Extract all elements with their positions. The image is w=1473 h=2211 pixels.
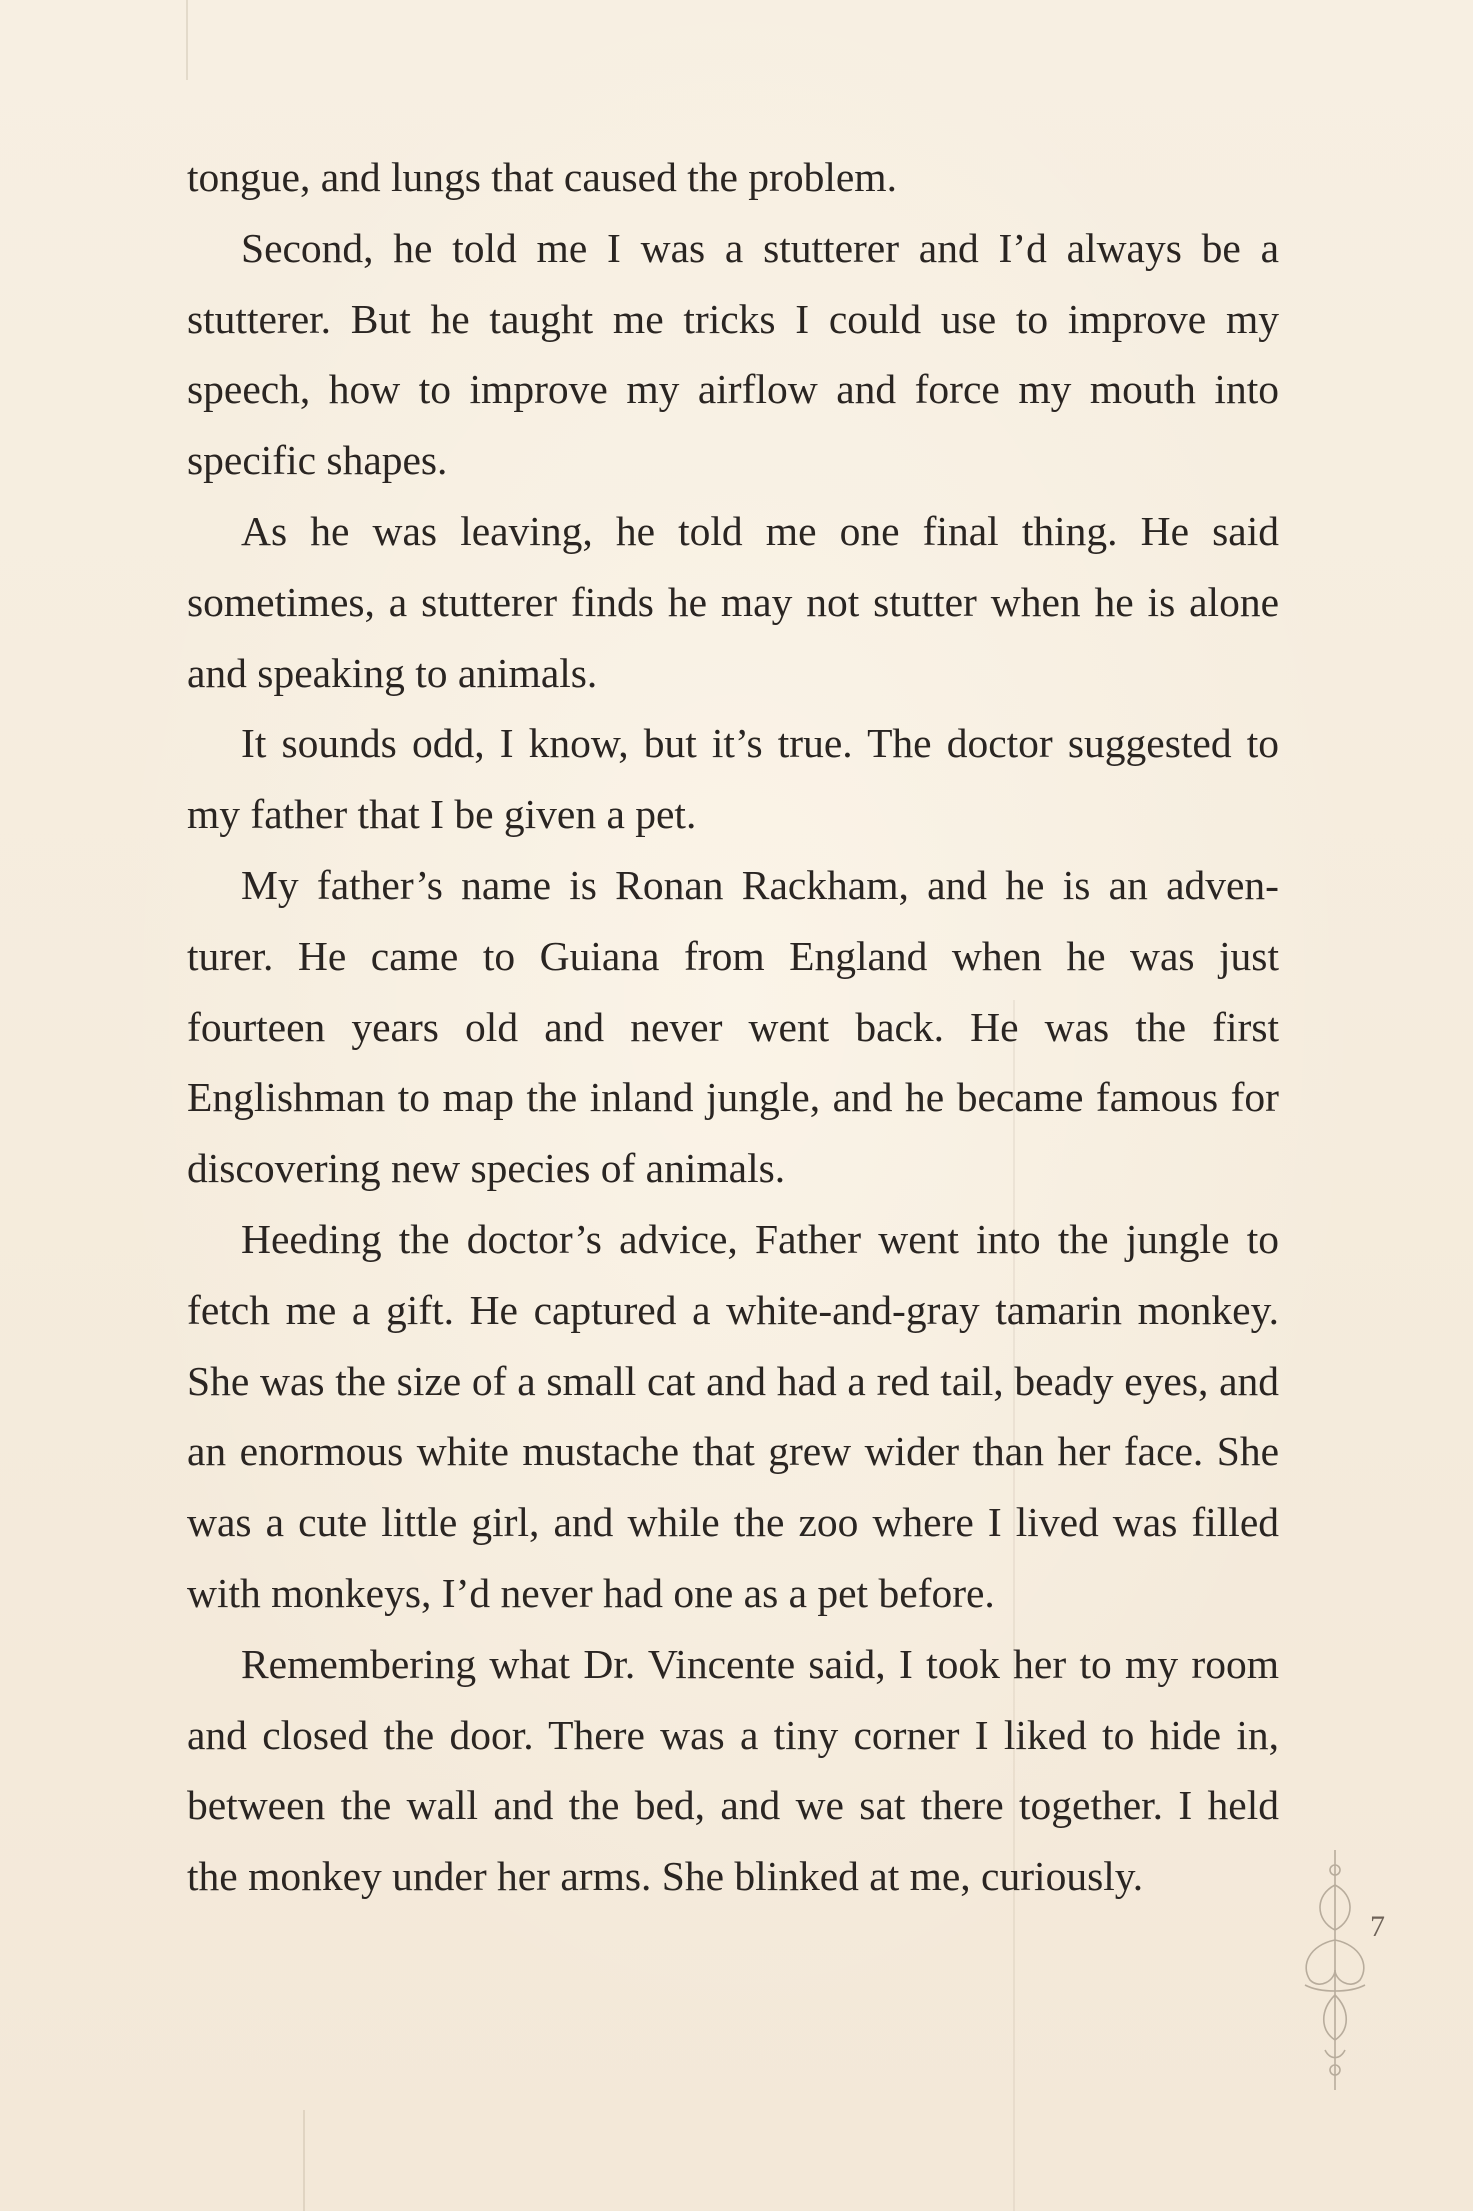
paragraph-4: It sounds odd, I know, but it’s true. The doctor suggested to my father that I be given a pet. (187, 720, 1279, 838)
page-crease-bottom (303, 2110, 305, 2211)
paragraph-2: Second, he told me I was a stutterer and I’d always be a stutterer. But he taught me tricks I could use to improve my speech, how to improve my airflow and force my mouth into specific shapes. (187, 224, 1279, 484)
folio-ornament-icon (1290, 1845, 1380, 2095)
paragraph-7: Remembering what Dr. Vincente said, I took her to my room and closed the door. There was a tiny corner I liked to hide in, between the wall and the bed, and we sat there together. I held the monkey under her arms. She blinked at me, curiously. (187, 1640, 1279, 1900)
body-text (187, 142, 1279, 1912)
paragraph-6: Heeding the doctor’s advice, Father went into the jungle to fetch me a gift. He captured a white-and-gray tamarin monkey. She was the size of a small cat and had a red tail, beady eyes, and an enormous white mustache that grew wider than her face. She was a cute little girl, and while the zoo where I lived was filled with monkeys, I’d never had one as a pet before. (187, 1215, 1279, 1616)
page-number: 7 (1370, 1910, 1385, 1943)
paragraph-1: tongue, and lungs that caused the problem. (187, 154, 897, 200)
page-crease-top (186, 0, 188, 80)
paragraph-3: As he was leaving, he told me one final thing. He said sometimes, a stutterer finds he may not stutter when he is alone and speaking to animals. (187, 507, 1279, 696)
paragraph-5: My father’s name is Ronan Rackham, and he is an adven-turer. He came to Guiana from England when he was just fourteen years old and never went back. He was the first Englishman to map the inland jungle, and he became famous for discovering new species of animals. (187, 861, 1279, 1192)
